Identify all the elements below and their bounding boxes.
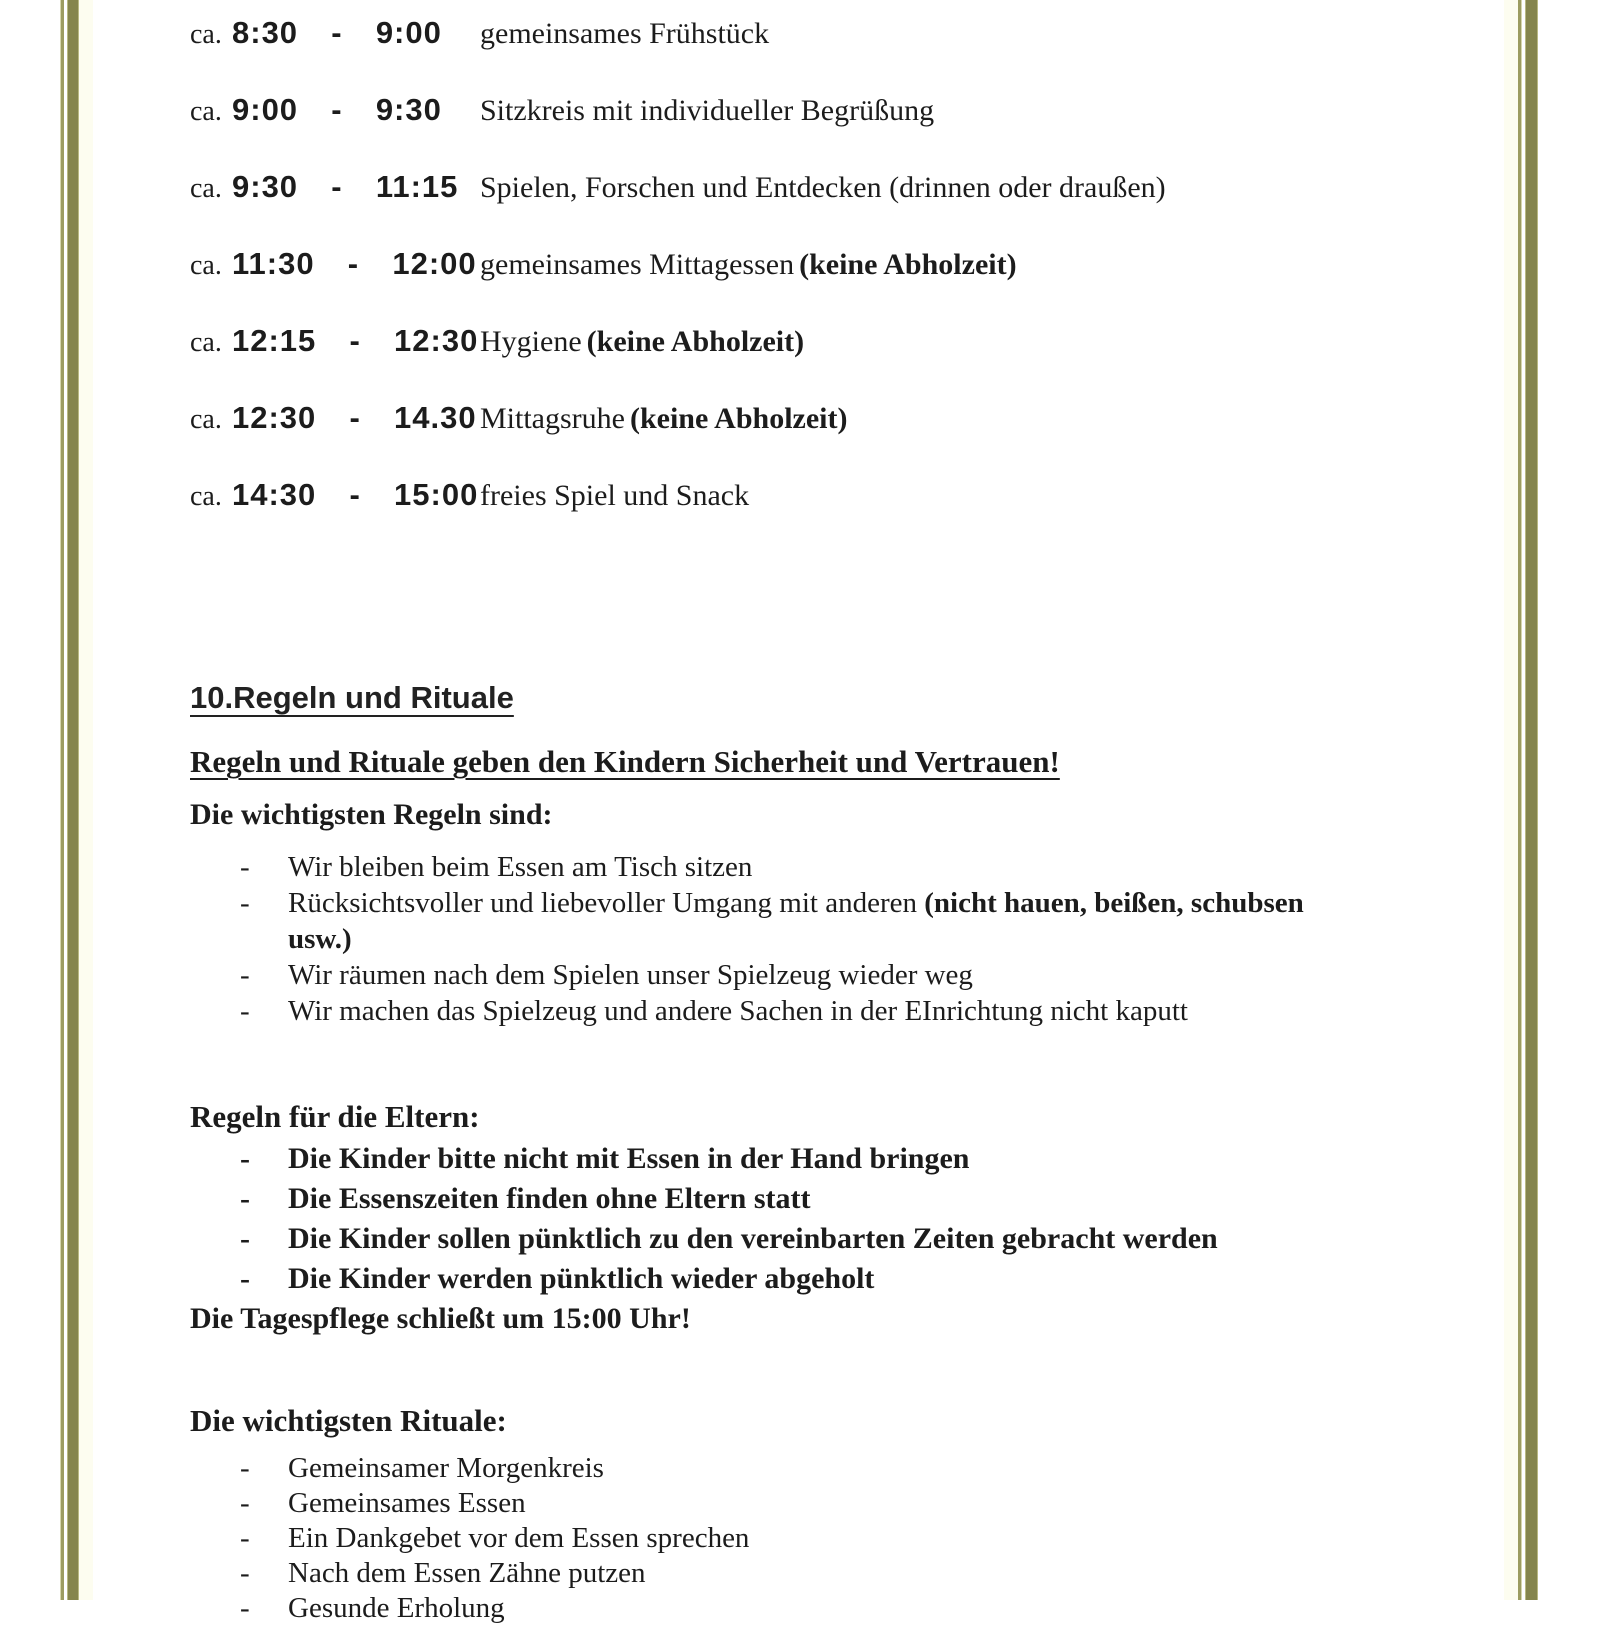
schedule-time: 12:30 - 14.30 [232,400,477,435]
ritual-text: Ein Dankgebet vor dem Essen sprechen [288,1522,750,1554]
schedule-row [190,247,1540,283]
schedule-activity-text: Hygiene [480,325,582,358]
schedule-prefix: ca. [190,481,222,512]
schedule-row [190,324,1540,360]
parents-rules-heading: Regeln für die Eltern: [190,1099,480,1134]
schedule-activity [480,171,1171,205]
schedule-activity [480,248,1017,282]
ritual-item [190,1486,1540,1521]
schedule-activity-bold: (keine Abholzeit) [586,325,805,358]
ritual-text: Nach dem Essen Zähne putzen [288,1557,646,1589]
rule-text-normal: Wir machen das Spielzeug und andere Sachen in der EInrichtung nicht kaputt [288,995,1188,1027]
schedule-activity-text: Mittagsruhe [480,402,625,435]
schedule-time: 9:30 - 11:15 [232,169,459,204]
schedule-prefix: ca. [190,173,222,204]
rules-list [190,849,1540,1029]
schedule-activity [480,94,939,128]
rule-item [190,885,1540,957]
rule-text [288,957,973,993]
closing-note: Die Tagespflege schließt um 15:00 Uhr! [190,1302,691,1335]
schedule-prefix: ca. [190,327,222,358]
section-heading: 10.Regeln und Rituale [190,680,514,715]
dash-bullet: - [240,959,250,991]
ritual-text: Gesunde Erholung [288,1592,505,1624]
rule-text [288,993,1188,1029]
schedule-activity [480,479,754,513]
parent-rule-text: Die Kinder werden pünktlich wieder abgeholt [288,1262,875,1295]
parent-rule-text: Die Kinder sollen pünktlich zu den vereinbarten Zeiten gebracht werden [288,1222,1218,1255]
parent-rule-item [190,1139,1540,1179]
schedule-activity [480,402,847,436]
dash-bullet: - [240,1557,250,1589]
schedule-activity-bold: (keine Abholzeit) [799,248,1017,281]
schedule-activity-text: Spielen, Forschen und Entdecken (drinnen oder draußen) [480,171,1166,204]
rule-text-bold: (nicht hauen, beißen, schubsen usw.) [288,887,1304,955]
schedule-row [190,170,1540,206]
schedule-activity [480,17,774,51]
schedule-prefix: ca. [190,250,222,281]
dash-bullet: - [240,1592,250,1624]
schedule-activity-text: gemeinsames Mittagessen [480,248,795,281]
ritual-text: Gemeinsames Essen [288,1487,526,1519]
schedule-activity [480,325,804,359]
rule-text [288,849,752,885]
schedule-prefix: ca. [190,404,222,435]
schedule-row [190,478,1540,514]
dash-bullet: - [240,887,250,919]
dash-bullet: - [240,1487,250,1519]
schedule-row [190,401,1540,437]
dash-bullet: - [240,851,250,883]
parent-rule-text: Die Kinder bitte nicht mit Essen in der Hand bringen [288,1142,970,1175]
rule-item [190,993,1540,1029]
ritual-text: Gemeinsamer Morgenkreis [288,1452,604,1484]
dash-bullet: - [240,1262,250,1295]
schedule-prefix: ca. [190,19,222,50]
rule-text-normal: Rücksichtsvoller und liebevoller Umgang mit anderen [288,887,925,919]
section-subheading: Regeln und Rituale geben den Kindern Sicherheit und Vertrauen! [190,744,1060,779]
schedule-activity-text: gemeinsames Frühstück [480,17,770,50]
schedule-time: 9:00 - 9:30 [232,92,442,127]
ritual-item [190,1556,1540,1591]
parent-rule-item [190,1259,1540,1299]
rituals-heading: Die wichtigsten Rituale: [190,1403,507,1438]
rule-text-normal: Wir bleiben beim Essen am Tisch sitzen [288,851,753,883]
dash-bullet: - [240,1222,250,1255]
rules-intro: Die wichtigsten Regeln sind: [190,798,553,831]
schedule-time: 11:30 - 12:00 [232,246,477,281]
parent-rule-item [190,1219,1540,1259]
schedule-activity-text: freies Spiel und Snack [480,479,750,512]
schedule-activity-bold: (keine Abholzeit) [629,402,848,435]
dash-bullet: - [240,1522,250,1554]
schedule-time: 12:15 - 12:30 [232,323,479,358]
ritual-item-partially-clipped [190,1591,1540,1626]
rule-item [190,957,1540,993]
schedule-row [190,93,1540,129]
dash-bullet: - [240,1452,250,1484]
parent-rule-item [190,1179,1540,1219]
parents-rules-list [190,1139,1540,1299]
rule-text-normal: Wir räumen nach dem Spielen unser Spielzeug wieder weg [288,959,973,991]
dash-bullet: - [240,995,250,1027]
schedule-activity-text: Sitzkreis mit individueller Begrüßung [480,94,935,127]
schedule-time: 8:30 - 9:00 [232,15,442,50]
ritual-item [190,1451,1540,1486]
parent-rule-text: Die Essenszeiten finden ohne Eltern statt [288,1182,811,1215]
dash-bullet: - [240,1182,250,1215]
rule-item [190,849,1540,885]
schedule-prefix: ca. [190,96,222,127]
dash-bullet: - [240,1142,250,1175]
ritual-item [190,1521,1540,1556]
daily-schedule [190,0,1540,514]
schedule-time: 14:30 - 15:00 [232,477,479,512]
rule-text [288,885,1328,957]
schedule-row [190,16,1540,52]
